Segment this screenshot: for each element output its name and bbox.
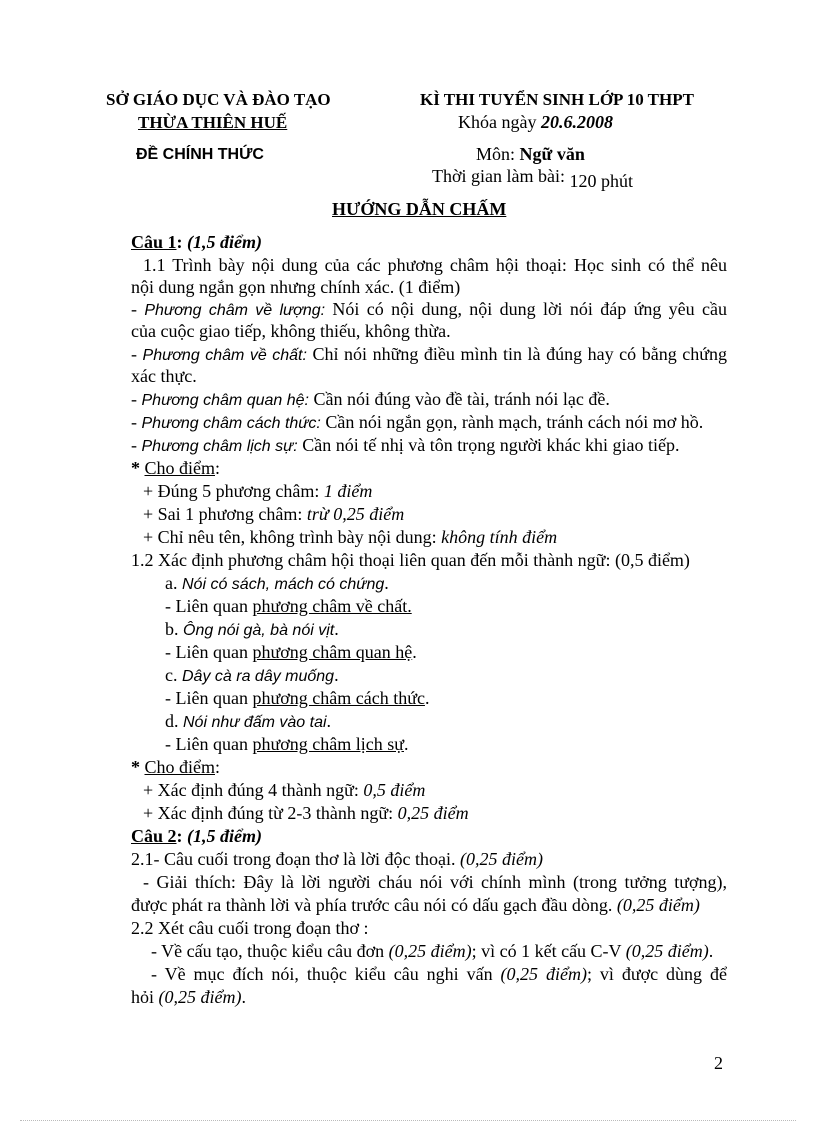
exam-date: Khóa ngày 20.6.2008 (458, 112, 613, 132)
q1-1-intro: 1.1 Trình bày nội dung của các phương châm hội thoại: Học sinh có thể nêu (143, 255, 727, 275)
maxim-quantity-cont: của cuộc giao tiếp, không thiếu, không thừa. (131, 321, 451, 341)
exam-title: KÌ THI TUYỂN SINH LỚP 10 THPT (420, 90, 694, 109)
official-label: ĐỀ CHÍNH THỨC (136, 146, 264, 163)
page-number: 2 (714, 1053, 723, 1073)
q2-2-purpose-cont: hỏi (0,25 điểm). (131, 987, 246, 1007)
q1-1-score-3: + Chỉ nêu tên, không trình bày nội dung: không tính điểm (143, 527, 558, 547)
q2-2-purpose: - Về mục đích nói, thuộc kiểu câu nghi vấn (0,25 điểm); vì được dùng để (151, 964, 727, 984)
page-bottom-divider (20, 1120, 796, 1121)
idiom-d-relation: - Liên quan phương châm lịch sự. (165, 734, 409, 754)
q1-1-intro-cont: nội dung ngắn gọn nhưng chính xác. (1 điểm) (131, 277, 461, 297)
q2-2: 2.2 Xét câu cuối trong đoạn thơ : (131, 918, 369, 938)
maxim-quantity: - Phương châm về lượng: Nói có nội dung, nội dung lời nói đáp ứng yêu cầu (131, 299, 727, 319)
q1-2-score-1: + Xác định đúng 4 thành ngữ: 0,5 điểm (143, 780, 426, 800)
maxim-politeness: - Phương châm lịch sự: Cần nói tế nhị và tôn trọng người khác khi giao tiếp. (131, 435, 680, 455)
idiom-d: d. Nói như đấm vào tai. (165, 711, 332, 731)
maxim-manner: - Phương châm cách thức: Cần nói ngắn gọn, rành mạch, tránh cách nói mơ hồ. (131, 412, 704, 432)
q1-2-scoring-heading: * Cho điểm: (131, 757, 221, 777)
q2-heading: Câu 2: (1,5 điểm) (131, 826, 262, 846)
exam-time: Thời gian làm bài: 120 phút (432, 166, 634, 191)
q1-heading: Câu 1: (1,5 điểm) (131, 232, 262, 252)
idiom-b-relation: - Liên quan phương châm quan hệ. (165, 642, 417, 662)
exam-subject: Môn: Ngữ văn (476, 144, 585, 164)
province-name: THỪA THIÊN HUẾ (138, 113, 288, 132)
q2-1-explanation-cont: được phát ra thành lời và phía trước câu nói có dấu gạch đầu dòng. (0,25 điểm) (131, 895, 700, 915)
maxim-quality-cont: xác thực. (131, 366, 197, 386)
q1-1-score-1: + Đúng 5 phương châm: 1 điểm (143, 481, 373, 501)
idiom-c: c. Dây cà ra dây muống. (165, 665, 339, 685)
q1-1-score-2: + Sai 1 phương châm: trừ 0,25 điểm (143, 504, 405, 524)
idiom-a: a. Nói có sách, mách có chứng. (165, 573, 389, 593)
maxim-relation: - Phương châm quan hệ: Cần nói đúng vào đề tài, tránh nói lạc đề. (131, 389, 610, 409)
q2-1-explanation: - Giải thích: Đây là lời người cháu nói với chính mình (trong tưởng tượng), (143, 872, 727, 892)
department-name: SỞ GIÁO DỤC VÀ ĐÀO TẠO (106, 90, 331, 109)
maxim-quality: - Phương châm về chất: Chỉ nói những điều mình tin là đúng hay có bằng chứng (131, 344, 727, 364)
q2-1: 2.1- Câu cuối trong đoạn thơ là lời độc thoại. (0,25 điểm) (131, 849, 543, 869)
q2-2-structure: - Về cấu tạo, thuộc kiểu câu đơn (0,25 điểm); vì có 1 kết cấu C-V (0,25 điểm). (151, 941, 714, 961)
idiom-a-relation: - Liên quan phương châm về chất. (165, 596, 412, 616)
idiom-c-relation: - Liên quan phương châm cách thức. (165, 688, 430, 708)
page-title: HƯỚNG DẪN CHẤM (332, 199, 507, 219)
q1-2-intro: 1.2 Xác định phương châm hội thoại liên quan đến mỗi thành ngữ: (0,5 điểm) (131, 550, 690, 570)
idiom-b: b. Ông nói gà, bà nói vịt. (165, 619, 339, 639)
q1-1-scoring-heading: * Cho điểm: (131, 458, 221, 478)
q1-2-score-2: + Xác định đúng từ 2-3 thành ngữ: 0,25 điểm (143, 803, 469, 823)
